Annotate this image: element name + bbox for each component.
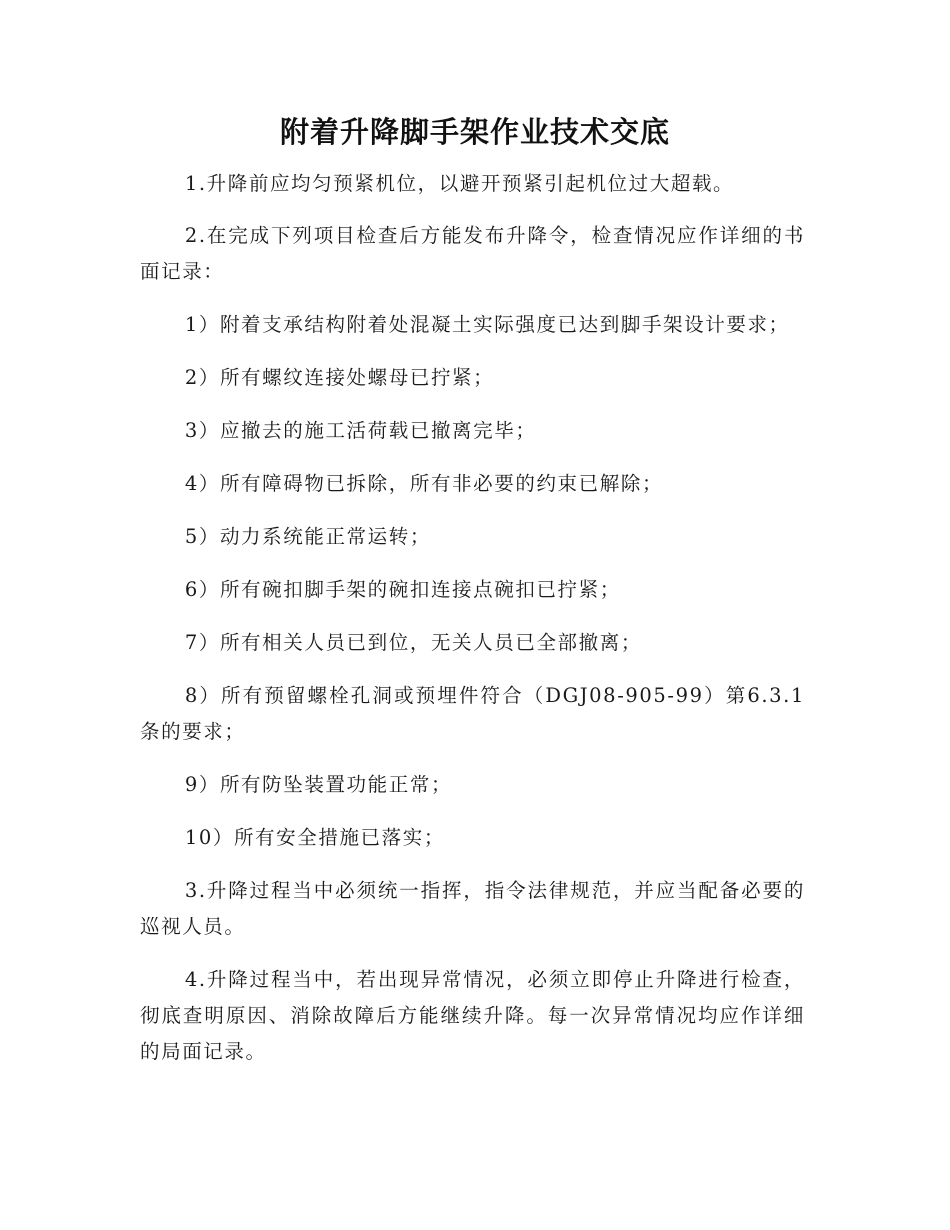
paragraph-sub-1: 1）附着支承结构附着处混凝土实际强度已达到脚手架设计要求； — [184, 313, 790, 336]
paragraph-sub-9: 9）所有防坠装置功能正常； — [184, 773, 453, 796]
paragraph-sub-7: 7）所有相关人员已到位，无关人员已全部撤离； — [184, 631, 642, 654]
paragraph-sub-6: 6）所有碗扣脚手架的碗扣连接点碗扣已拧紧； — [184, 578, 621, 601]
paragraph-sub-8: 8）所有预留螺栓孔洞或预埋件符合（DGJ08-905-99）第6.3.1条的要求； — [140, 684, 805, 743]
paragraph-sub-5: 5）动力系统能正常运转； — [184, 525, 431, 548]
paragraph-item-3: 3.升降过程当中必须统一指挥，指令法律规范，并应当配备必要的巡视人员。 — [140, 879, 805, 938]
paragraph-sub-2: 2）所有螺纹连接处螺母已拧紧； — [184, 366, 495, 389]
paragraph-sub-10: 10）所有安全措施已落实； — [184, 826, 445, 849]
paragraph-sub-3: 3）应撤去的施工活荷载已撤离完毕； — [184, 419, 537, 442]
paragraph-item-4: 4.升降过程当中，若出现异常情况，必须立即停止升降进行检查，彻底查明原因、消除故障后方能继续升降。每一次异常情况均应作详细的局面记录。 — [140, 968, 805, 1063]
document-title: 附着升降脚手架作业技术交底 — [279, 115, 670, 149]
paragraph-item-1: 1.升降前应均匀预紧机位，以避开预紧引起机位过大超载。 — [184, 172, 735, 195]
paragraph-item-2: 2.在完成下列项目检查后方能发布升降令，检查情况应作详细的书面记录： — [140, 224, 805, 283]
paragraph-sub-4: 4）所有障碍物已拆除，所有非必要的约束已解除； — [184, 472, 664, 495]
